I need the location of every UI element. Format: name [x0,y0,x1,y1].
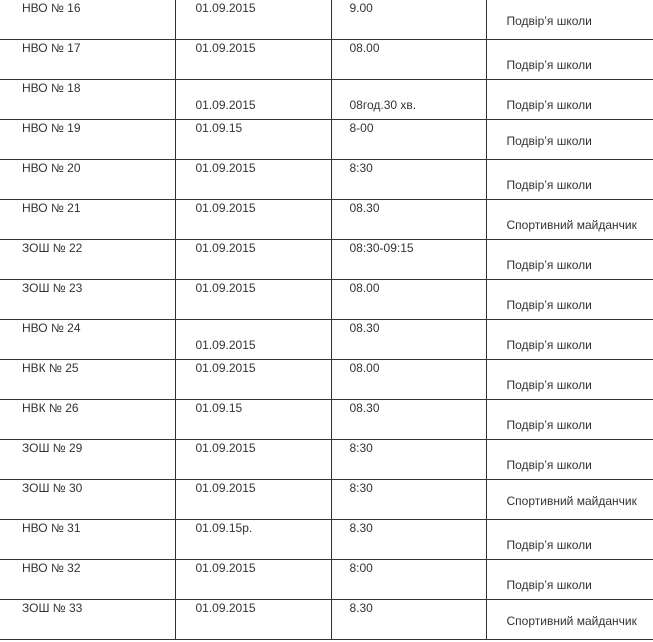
time-cell [331,160,486,200]
table-row [0,40,653,80]
date-value: 01.09.2015 [195,241,256,255]
place-cell [486,480,653,520]
date-cell [175,280,331,320]
date-value: 01.09.2015 [195,601,256,615]
date-cell [175,360,331,400]
table-row [0,200,653,240]
time-cell [331,520,486,560]
table-row [0,560,653,600]
time-value: 08.30 [349,321,380,335]
time-value: 08:30-09:15 [349,241,414,255]
table-row [0,400,653,440]
date-cell [175,160,331,200]
time-value: 08.00 [349,41,380,55]
table-row [0,80,653,120]
date-cell [175,120,331,160]
time-value: 8:30 [349,161,373,175]
school-name: НВО № 20 [22,161,81,175]
school-name: ЗОШ № 22 [22,241,83,255]
place-cell [486,560,653,600]
date-value: 01.09.2015 [195,561,256,575]
place-value: Подвір’я школи [506,538,592,552]
date-cell [175,600,331,640]
date-value: 01.09.2015 [195,481,256,495]
school-cell [0,0,175,40]
table-row [0,440,653,480]
table-row [0,360,653,400]
time-value: 08.30 [349,201,380,215]
place-value: Подвір’я школи [506,578,592,592]
time-value: 8-00 [349,121,374,135]
school-name: НВО № 17 [22,41,81,55]
place-cell [486,160,653,200]
school-cell [0,520,175,560]
date-cell [175,80,331,120]
school-cell [0,320,175,360]
school-name: НВО № 18 [22,81,81,95]
school-cell [0,400,175,440]
date-value: 01.09.2015 [195,41,256,55]
school-cell [0,80,175,120]
school-cell [0,360,175,400]
time-value: 08.00 [349,281,380,295]
place-value: Подвір’я школи [506,298,592,312]
school-name: НВО № 32 [22,561,81,575]
place-value: Подвір’я школи [506,98,592,112]
table-row [0,320,653,360]
school-name: НВО № 24 [22,321,81,335]
date-value: 01.09.2015 [195,281,256,295]
place-cell [486,120,653,160]
place-cell [486,520,653,560]
date-value: 01.09.15 [195,121,243,135]
school-name: НВК № 26 [22,401,79,415]
table-row [0,160,653,200]
date-cell [175,480,331,520]
date-value: 01.09.15р. [195,521,253,535]
time-cell [331,80,486,120]
date-cell [175,0,331,40]
school-cell [0,200,175,240]
school-name: ЗОШ № 33 [22,601,83,615]
place-value: Подвір’я школи [506,338,592,352]
table-row [0,480,653,520]
school-name: НВО № 31 [22,521,81,535]
date-value: 01.09.2015 [195,201,256,215]
school-name: НВО № 21 [22,201,81,215]
time-cell [331,120,486,160]
place-cell [486,80,653,120]
school-name: ЗОШ № 29 [22,441,83,455]
place-cell [486,400,653,440]
place-value: Подвір’я школи [506,58,592,72]
place-cell [486,600,653,640]
date-cell [175,40,331,80]
place-cell [486,320,653,360]
place-value: Подвір’я школи [506,418,592,432]
school-cell [0,240,175,280]
date-value: 01.09.2015 [195,361,256,375]
date-cell [175,240,331,280]
date-cell [175,320,331,360]
date-value: 01.09.2015 [195,98,256,112]
time-cell [331,360,486,400]
time-value: 08.00 [349,361,380,375]
time-value: 8:30 [349,441,373,455]
time-value: 8:30 [349,481,373,495]
time-cell [331,600,486,640]
date-value: 01.09.2015 [195,1,256,15]
time-cell [331,480,486,520]
time-value: 8.30 [349,601,373,615]
school-name: ЗОШ № 23 [22,281,83,295]
place-value: Подвір’я школи [506,378,592,392]
table-row [0,0,653,40]
place-cell [486,0,653,40]
time-cell [331,400,486,440]
place-cell [486,240,653,280]
school-cell [0,440,175,480]
school-cell [0,280,175,320]
place-value: Спортивний майданчик [506,218,637,232]
time-cell [331,0,486,40]
place-cell [486,200,653,240]
table-row [0,120,653,160]
date-cell [175,200,331,240]
place-cell [486,40,653,80]
place-value: Подвір’я школи [506,258,592,272]
time-value: 8.30 [349,521,373,535]
place-value: Подвір’я школи [506,14,592,28]
date-cell [175,560,331,600]
place-cell [486,440,653,480]
date-value: 01.09.2015 [195,161,256,175]
time-cell [331,200,486,240]
place-value: Подвір’я школи [506,134,592,148]
date-cell [175,520,331,560]
date-value: 01.09.15 [195,401,243,415]
time-value: 08год.30 хв. [349,98,417,112]
school-name: НВК № 25 [22,361,79,375]
time-cell [331,320,486,360]
place-cell [486,360,653,400]
school-name: ЗОШ № 30 [22,481,83,495]
table-row [0,240,653,280]
table-row [0,600,653,640]
time-cell [331,560,486,600]
time-cell [331,440,486,480]
school-name: НВО № 19 [22,121,81,135]
school-cell [0,600,175,640]
school-cell [0,480,175,520]
date-cell [175,440,331,480]
date-value: 01.09.2015 [195,338,256,352]
place-value: Подвір’я школи [506,458,592,472]
table-row [0,520,653,560]
time-value: 8:00 [349,561,373,575]
school-cell [0,120,175,160]
school-cell [0,40,175,80]
school-cell [0,560,175,600]
date-value: 01.09.2015 [195,441,256,455]
time-value: 08.30 [349,401,380,415]
time-value: 9.00 [349,1,373,15]
place-value: Подвір’я школи [506,178,592,192]
place-value: Спортивний майданчик [506,494,637,508]
date-cell [175,400,331,440]
time-cell [331,280,486,320]
time-cell [331,240,486,280]
school-name: НВО № 16 [22,1,81,15]
table-row [0,280,653,320]
place-cell [486,280,653,320]
time-cell [331,40,486,80]
school-cell [0,160,175,200]
place-value: Спортивний майданчик [506,614,637,628]
